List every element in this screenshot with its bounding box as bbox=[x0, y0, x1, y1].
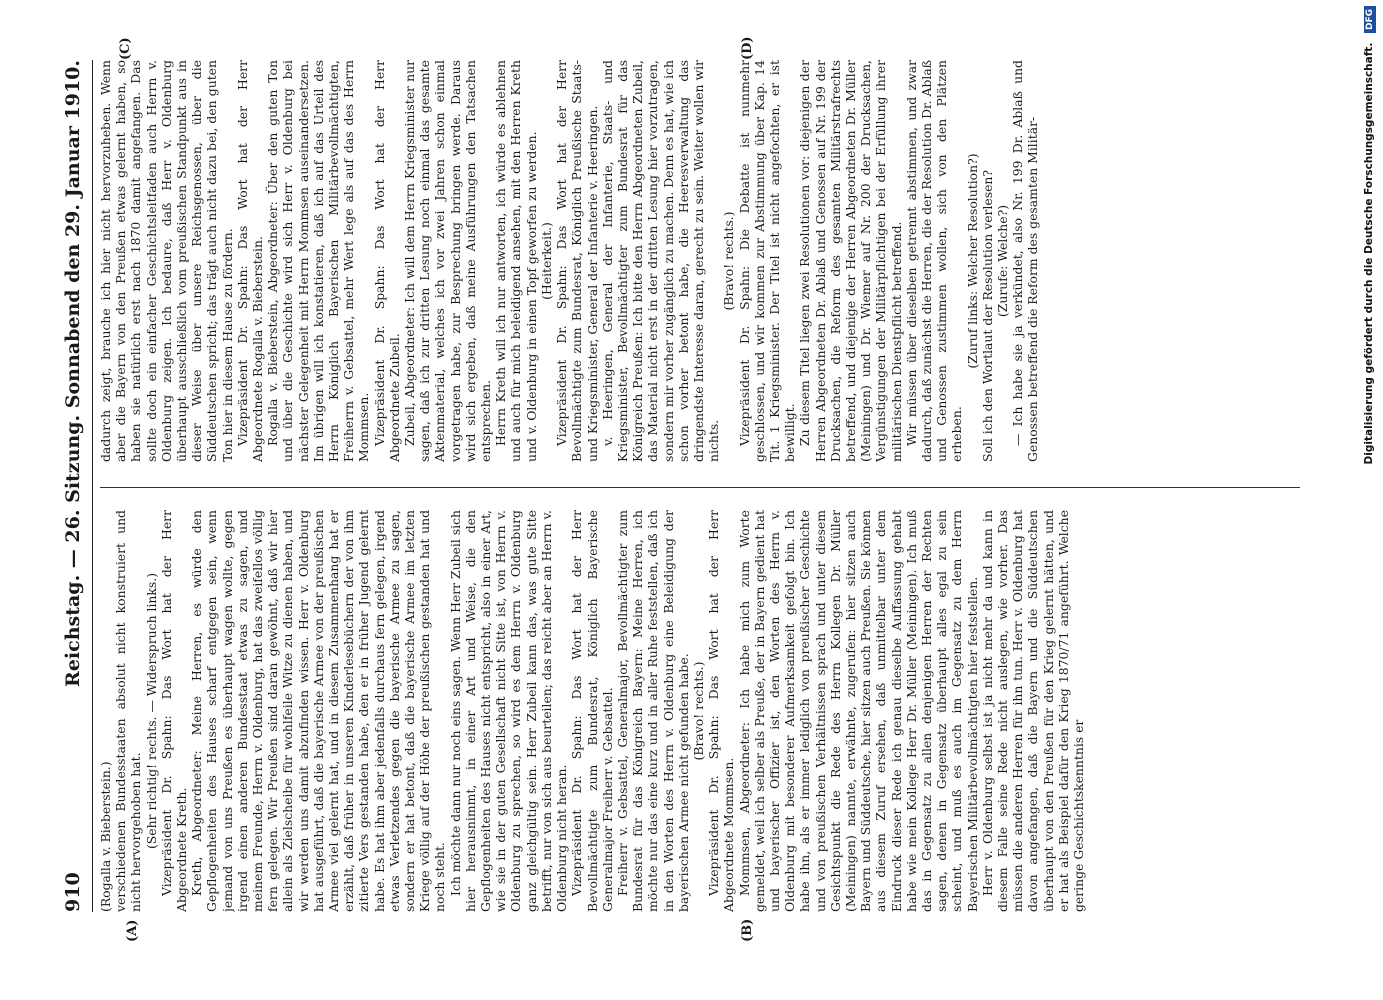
right-column-paragraph: (Heiterkeit.) bbox=[538, 222, 554, 300]
right-column bbox=[98, 60, 1333, 462]
right-column-paragraph: Zu diesem Titel liegen zwei Resolutionen vor: diejenigen der Herren Abgeordneten Dr. Ablaß und Genossen auf Nr. 199 der Drucksachen, die Reform des gesamten Militärstrafrechts betreffend, und diejenige der Herren Abgeordneten Dr. Müller (Meiningen) und Dr. Wiemer auf Nr. 200 der Drucksachen, Vergünstigungen der Militärpflichtigen bei der Erfüllung ihrer militärischen Dienstpflicht betreffend. bbox=[797, 60, 904, 462]
left-column-paragraph: Kreth, Abgeordneter: Meine Herren, es würde den Gepflogenheiten des Hauses scharf entgegen sein, wenn jemand von uns Preußen es überhaupt wagen wollte, gegen irgend einen anderen Bundesstaat etwas zu sagen, und meinem Freunde, Herrn v. Oldenburg, hat das zweifellos völlig fern gelegen. Wir Preußen sind daran gewöhnt, daß wir hier allein als Zielscheibe für wohlfeile Witze zu dienen haben, und wir werden uns damit abzufinden wissen. Herr v. Oldenburg hat ausgeführt, daß die bayerische Armee von der preußischen Armee viel gelernt hat, und in diesem Zusammenhang hat er erzählt, daß früher in unseren Kinderlesebüchern der von ihm zitierte Vers gestanden habe, den er in früher Jugend gelernt habe. Es hat ihm aber jedenfalls durchaus fern gelegen, irgend etwas Verletzendes gegen die bayerische Armee zu sagen, sondern er hat betont, daß die bayerische Armee im letzten Kriege völlig auf der Höhe der preußischen gestanden hat und noch steht. bbox=[189, 510, 448, 912]
dfg-logo: DFG bbox=[1364, 6, 1376, 33]
right-column-paragraph: Vizepräsident Dr. Spahn: Das Wort hat der Herr Abgeordnete Zubeil. bbox=[371, 60, 402, 462]
left-column-paragraph: verschiedenen Bundesstaaten absolut nicht konstruiert und nicht hervorgehoben hat. bbox=[113, 510, 144, 912]
margin-mark-b: (B) bbox=[740, 918, 755, 942]
right-column-paragraph: (Zurufe: Welche?) bbox=[994, 204, 1010, 318]
left-column-paragraph: (Bravo! rechts.) bbox=[690, 661, 706, 761]
right-column-paragraph: Vizepräsident Dr. Spahn: Die Debatte ist nunmehr geschlossen, und wir kommen zur Abstimmung über Kap. 14 Tit. 1 Kriegsminister. Der Titel ist nicht angefochten, er ist bewilligt. bbox=[736, 60, 798, 462]
right-column-paragraph: dadurch zeigt, brauche ich hier nicht hervorzuheben. Wenn aber die Bayern von den Preußen etwas gelernt haben, so haben sie natürlich erst nach 1870 damit angefangen. Das sollte doch ein einfacher Geschichtsleitfaden auch Herrn v. Oldenburg zeigen. Ich bedaure, daß Herr v. Oldenburg überhaupt ausschließlich vom preußischen Standpunkt aus in dieser Weise über unsere Reichsgenossen, über die Süddeutschen spricht; das trägt auch nicht dazu bei, den guten Ton hier in diesem Hause zu fördern. bbox=[98, 60, 235, 462]
left-column-paragraph: Mommsen, Abgeordneter: Ich habe mich zum Worte gemeldet, weil ich selber als Preuße, der in Bayern gedient hat und bayerischer Offizier ist, den Worten des Herrn v. Oldenburg mit besonderer Aufmerksamkeit gefolgt bin. Ich habe ihn, als er immer lediglich von preußischer Geschichte und von preußischen Verhältnissen sprach und unter diesem Gesichtspunkt die Rede des Herrn Kollegen Dr. Müller (Meiningen) nannte, erwähnte, zugerufen: hier sitzen auch Bayern und Süddeutsche, hier sitzen auch Preußen. Sie können aus diesem Zuruf ersehen, daß unmittelbar unter dem Eindruck dieser Rede ich genau dieselbe Auffassung gehabt habe wie mein Kollege Herr Dr. Müller (Meiningen). Ich muß das in Gegensatz zu allen denjenigen Herren der Rechten sagen, denen in Gegensatz überhaupt alles egal zu sein scheint, und muß es auch im Gegensatz zu dem Herrn Bayerischen Militärbevollmächtigten hier feststellen. bbox=[736, 510, 980, 912]
digitization-text: Digitalisierung gefördert durch die Deutsche Forschungsgemeinschaft. bbox=[1363, 42, 1375, 465]
page-number: 910 bbox=[62, 872, 84, 912]
header-rule bbox=[92, 60, 93, 912]
left-column-paragraph: (Rogalla v. Bieberstein.) bbox=[98, 761, 113, 912]
left-column-paragraph: Freiherr v. Gebsattel, Generalmajor, Bevollmächtigter zum Bundesrat für das Königreich Bayern: Meine Herren, ich möchte nur das eine kurz und in aller Ruhe feststellen, daß ich in den Worten des Herrn v. Oldenburg eine Beleidigung der bayerischen Armee nicht gefunden habe. bbox=[614, 510, 691, 912]
right-column-paragraph: — Ich habe sie ja verkündet, also Nr. 199 Dr. Ablaß und Genossen betreffend die Reform des gesamten Militär- bbox=[1010, 60, 1041, 462]
left-column-paragraph: Vizepräsident Dr. Spahn: Das Wort hat der Herr Abgeordnete Kreth. bbox=[158, 510, 190, 912]
right-column-paragraph: Herrn Kreth will ich nur antworten, ich würde es ablehnen und auch für mich beleidigend ansehen, mit den Herren Kreth und v. Oldenburg in einen Topf geworfen zu werden. bbox=[493, 60, 539, 462]
right-column-paragraph: v. Heeringen, General der Infanterie, Staats- und Kriegsminister, Bevollmächtigter zum Bundesrat für das Königreich Preußen: Ich bitte den Herrn Abgeordneten Zubeil, das Material nicht erst in der dritten Lesung hier vorzutragen, sondern mir vorher zugänglich zu machen. Denn es hat, wie ich schon vorher betont habe, die Heeresverwaltung das dringendste Interesse daran, gerecht zu sein. Weiter wollen wir nichts. bbox=[599, 60, 722, 462]
right-column-paragraph: (Zuruf links: Welcher Resolution?) bbox=[964, 153, 980, 369]
left-column-paragraph: (Sehr richtig! rechts. — Widerspruch links.) bbox=[143, 572, 159, 850]
column-divider bbox=[100, 487, 1300, 488]
left-column bbox=[98, 510, 1333, 912]
margin-mark-d: (D) bbox=[740, 36, 755, 60]
right-column-paragraph: Soll ich den Wortlaut der Resolution verlesen? bbox=[979, 169, 995, 462]
left-column-paragraph: Vizepräsident Dr. Spahn: Das Wort hat der Herr Bevollmächtigte zum Bundesrat, Königlich Bayerische Generalmajor Freiherr v. Gebsattel. bbox=[569, 510, 615, 912]
page-title: Reichstag. — 26. Sitzung. Sonnabend den 29. Januar 1910. bbox=[62, 60, 84, 687]
right-column-paragraph: Vizepräsident Dr. Spahn: Das Wort hat der Herr Bevollmächtigte zum Bundesrat, Königlich Preußische Staats- und Kriegsminister, General der Infanterie v. Heeringen. bbox=[554, 60, 600, 462]
page-header bbox=[62, 60, 88, 912]
digitization-note bbox=[1363, 6, 1381, 994]
right-column-paragraph: Zubeil, Abgeordneter: Ich will dem Herrn Kriegsminister nur sagen, daß ich zur dritten Lesung noch einmal das gesamte Aktenmaterial, welches ich vor zwei Jahren schon einmal vorgetragen habe, zur Besprechung bringen werde. Daraus wird sich ergeben, daß meine Ausführungen den Tatsachen entsprechen. bbox=[402, 60, 494, 462]
right-column-paragraph: Vizepräsident Dr. Spahn: Das Wort hat der Herr Abgeordnete Rogalla v. Bieberstein. bbox=[234, 60, 266, 462]
right-column-paragraph: (Bravo! rechts.) bbox=[721, 211, 737, 311]
margin-mark-c: (C) bbox=[118, 37, 133, 60]
left-column-paragraph: Ich möchte dann nur noch eins sagen. Wenn Herr Zubeil sich hier herausnimmt, in einer Art und Weise, die den Gepflogenheiten des Hauses nicht entspricht, also in einer Art, wie sie in der guten Gesellschaft nicht Sitte ist, von Herrn v. Oldenburg zu sprechen, so wird es dem Herrn v. Oldenburg ganz gleichgültig sein. Herr Zubeil kann das, was gute Sitte betrifft, nur von sich aus beurteilen; das reicht aber an Herrn v. Oldenburg nicht heran. bbox=[447, 510, 570, 912]
margin-mark-a: (A) bbox=[125, 919, 140, 942]
left-column-paragraph: Vizepräsident Dr. Spahn: Das Wort hat der Herr Abgeordnete Mommsen. bbox=[706, 510, 737, 912]
right-column-paragraph: Wir müssen über dieselben getrennt abstimmen, und zwar dadurch, daß zunächst die Herren, die der Resolution Dr. Ablaß und Genossen zustimmen wollen, sich von den Plätzen erheben. bbox=[903, 60, 965, 462]
left-column-paragraph: Herr v. Oldenburg selbst ist ja nicht mehr da und kann in diesem Falle seine Rede nicht auslegen, wie vorher. Das müssen die anderen Herren für ihn tun. Herr v. Oldenburg hat davon angefangen, daß die Bayern und die Süddeutschen überhaupt von den Preußen für den Krieg gelernt hätten, und er hat als Beispiel dafür den Krieg 1870/71 angeführt. Welche geringe Geschichtskenntnis er bbox=[979, 510, 1086, 912]
right-column-paragraph: Rogalla v. Bieberstein, Abgeordneter: Über den guten Ton und über die Geschichte wird sich Herr v. Oldenburg bei nächster Gelegenheit mit Herrn Mommsen auseinandersetzen. Im übrigen will ich konstatieren, daß ich auf das Urteil des Herrn Königlich Bayerischen Militärbevollmächtigten, Freiherrn v. Gebsattel, mehr Wert lege als auf das des Herrn Mommsen. bbox=[265, 60, 372, 462]
